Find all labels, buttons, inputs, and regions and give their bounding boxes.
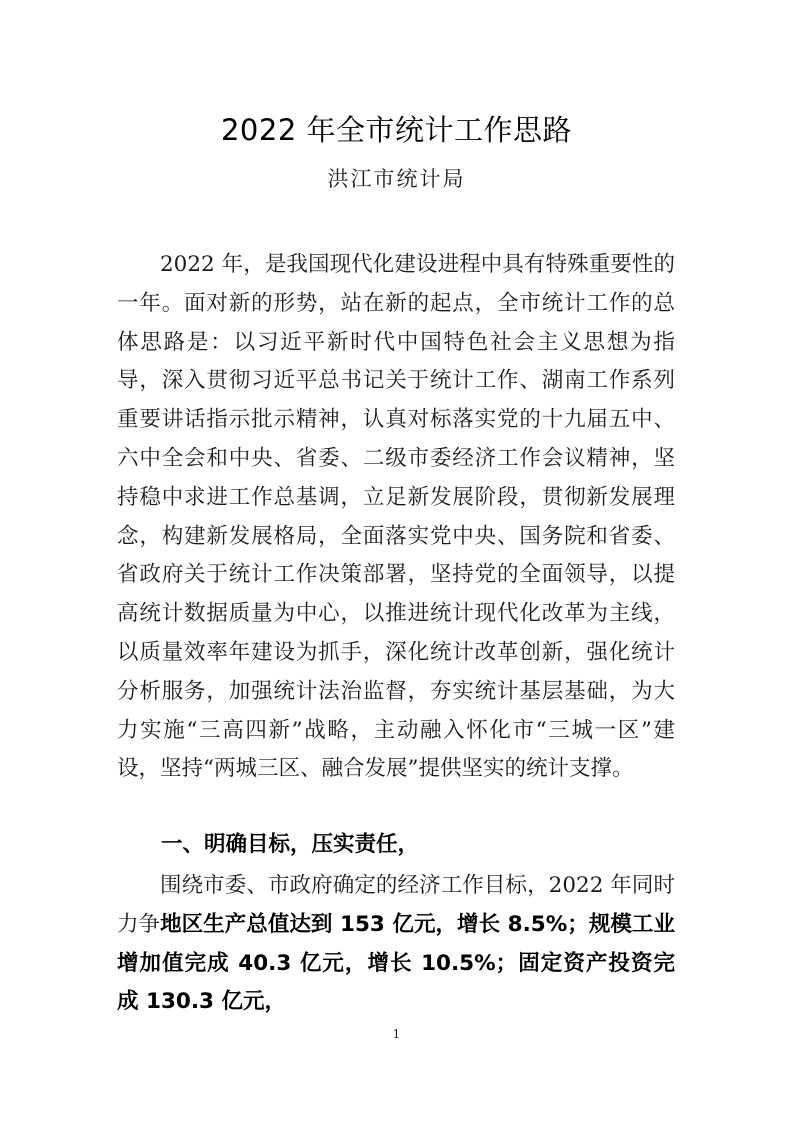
intro-paragraph: 2022 年，是我国现代化建设进程中具有特殊重要性的一年。面对新的形势，站在新的起点，全市统计工作的总体思路是：以习近平新时代中国特色社会主义思想为指导，深入贯彻习近平总书记关于统计工作、湖南工作系列重要讲话指示批示精神，认真对标落实党的十九届五中、六中全会和中央、省委、二级市委经济工作会议精神，坚持稳中求进工作总基调，立足新发展阶段，贯彻新发展理念，构建新发展格局，全面落实党中央、国务院和省委、省政府关于统计工作决策部署，坚持党的全面领导，以提高统计数据质量为中心，以推进统计现代化改革为主线，以质量效率年建设为抓手，深化统计改革创新，强化统计分析服务，加强统计法治监督，夯实统计基层基础，为大力实施“三高四新”战略，主动融入怀化市“三城一区”建设，坚持“两城三区、融合发展”提供坚实的统计支撑。 bbox=[117, 252, 675, 782]
page-number: 1 bbox=[392, 1027, 401, 1041]
section-paragraph bbox=[117, 867, 675, 1022]
document-title: 2022 年全市统计工作思路 bbox=[220, 113, 573, 147]
document-author: 洪江市统计局 bbox=[327, 167, 466, 191]
section-paragraph-targets: 地区生产总值达到 153 亿元，增长 8.5%；规模工业增加值完成 40.3 亿元，增长 10.5%；固定资产投资完成 130.3 亿元， bbox=[117, 911, 675, 1015]
section-paragraph-lead: 围绕市委、市政府确定的经济工作目标，2022 年同时力争 bbox=[117, 873, 675, 937]
section-heading: 一、明确目标，压实责任， bbox=[161, 832, 420, 857]
